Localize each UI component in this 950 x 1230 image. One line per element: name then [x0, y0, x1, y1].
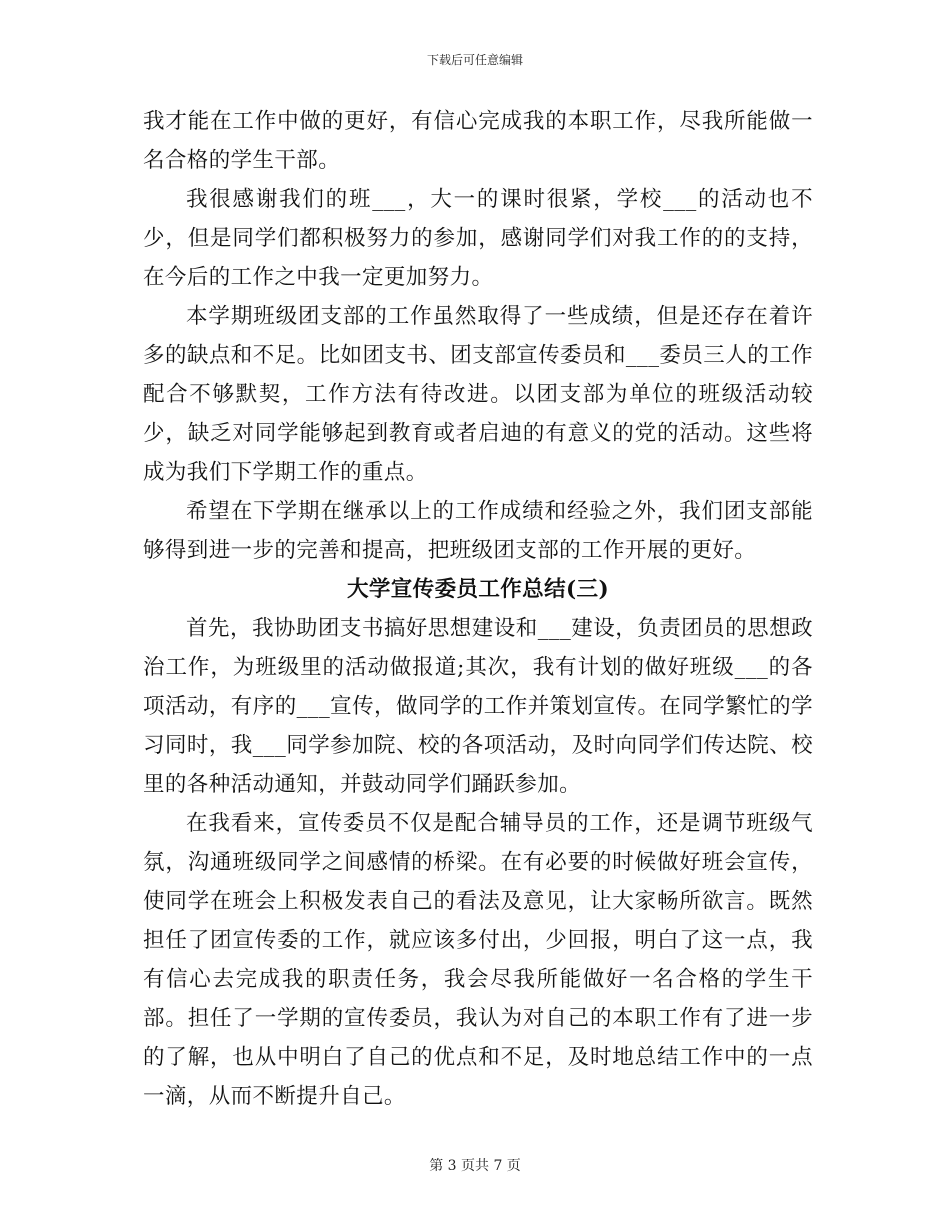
paragraph-shortcomings: 本学期班级团支部的工作虽然取得了一些成绩，但是还存在着许多的缺点和不足。比如团支书、团支部宣传委员和___委员三人的工作配合不够默契，工作方法有待改进。以团支部为单位的班级活动较少，缺乏对同学能够起到教育或者启迪的有意义的党的活动。这些将成为我们下学期工作的重点。: [143, 304, 813, 485]
paragraph-thanks: 我很感谢我们的班___，大一的课时很紧，学校___的活动也不少，但是同学们都积极努力的参加，感谢同学们对我工作的的支持，在今后的工作之中我一定更加努力。: [143, 187, 813, 290]
paragraph-first: 首先，我协助团支书搞好思想建设和___建设，负责团员的思想政治工作，为班级里的活动做报道;其次，我有计划的做好班级___的各项活动，有序的___宣传，做同学的工作并策划宣传。在同学繁忙的学习同时，我___同学参加院、校的各项活动，及时向同学们传达院、校里的各种活动通知，并鼓动同学们踊跃参加。: [143, 616, 813, 797]
page-header-note: 下载后可任意编辑: [426, 53, 523, 67]
paragraph-hope: 希望在下学期在继承以上的工作成绩和经验之外，我们团支部能够得到进一步的完善和提高，把班级团支部的工作开展的更好。: [143, 499, 813, 563]
page-number: 第 3 页共 7 页: [429, 1158, 521, 1174]
document-body: [143, 102, 813, 1116]
section-title: 大学宣传委员工作总结(三): [346, 577, 610, 602]
paragraph-continued: 我才能在工作中做的更好，有信心完成我的本职工作，尽我所能做一名合格的学生干部。: [143, 109, 813, 173]
paragraph-opinion: 在我看来，宣传委员不仅是配合辅导员的工作，还是调节班级气氛，沟通班级同学之间感情的桥梁。在有必要的时候做好班会宣传，使同学在班会上积极发表自己的看法及意见，让大家畅所欲言。既然担任了团宣传委的工作，就应该多付出，少回报，明白了这一点，我有信心去完成我的职责任务，我会尽我所能做好一名合格的学生干部。担任了一学期的宣传委员，我认为对自己的本职工作有了进一步的了解，也从中明白了自己的优点和不足，及时地总结工作中的一点一滴，从而不断提升自己。: [143, 811, 813, 1109]
